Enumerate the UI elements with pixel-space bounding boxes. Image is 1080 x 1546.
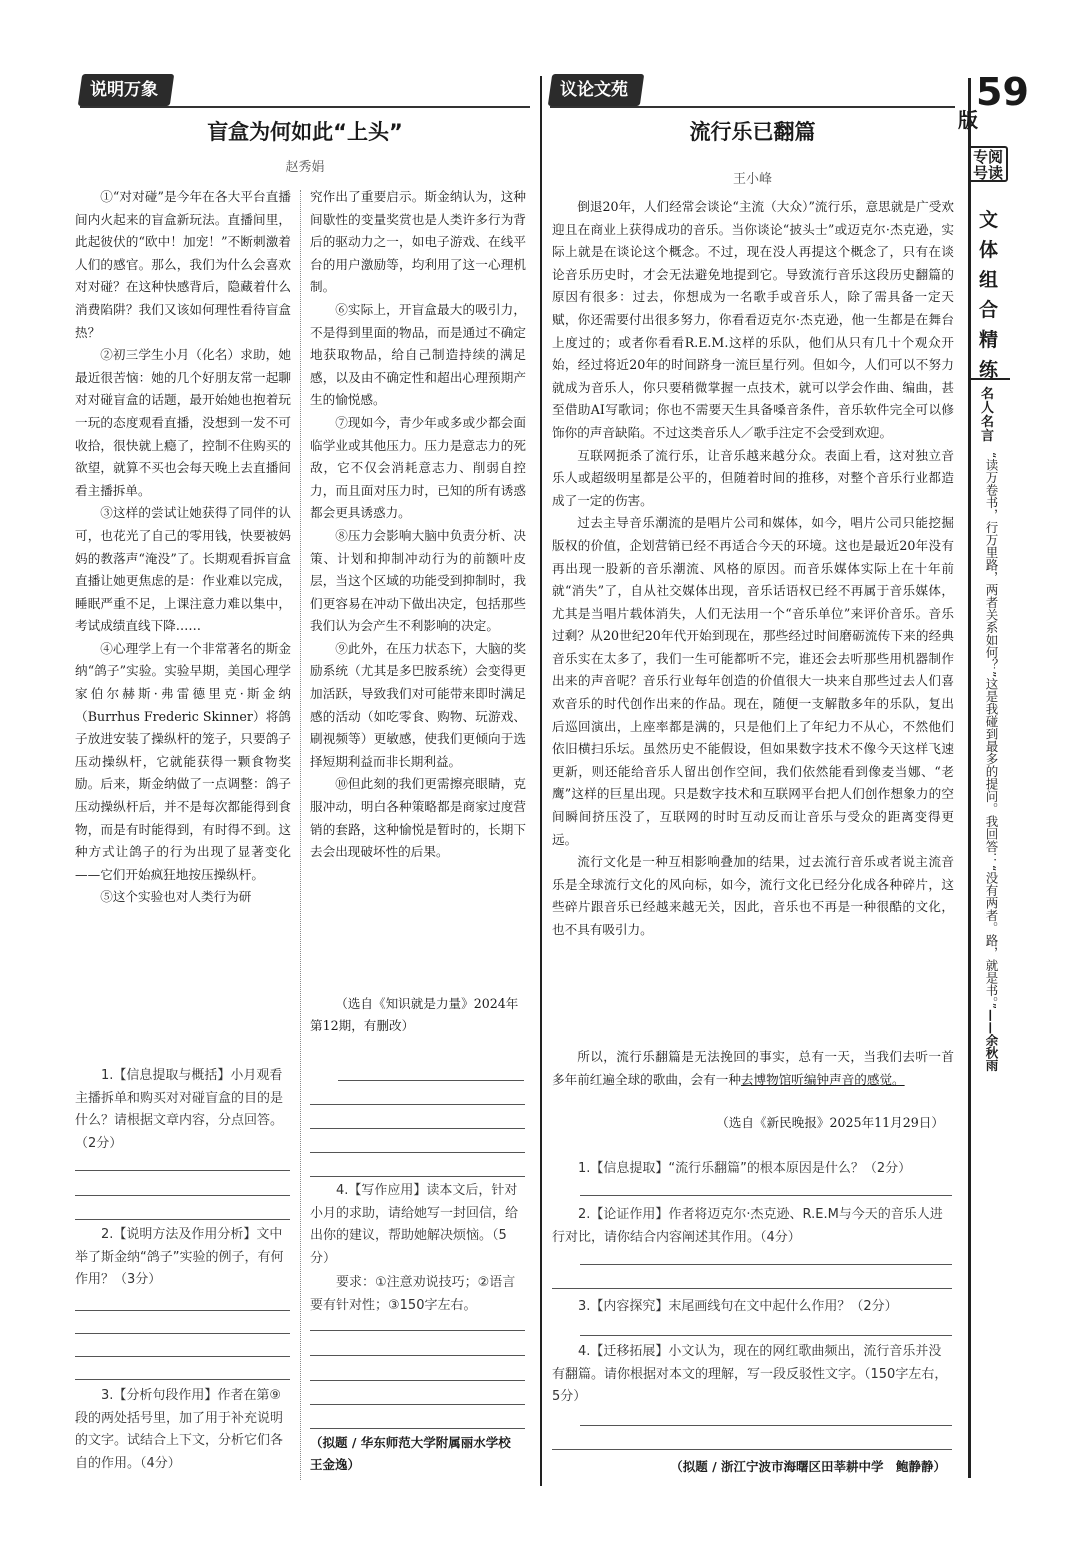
underlined-sentence: 去博物馆听编钟声音的感觉。 <box>740 1071 905 1087</box>
left-article-source: （选自《知识就是力量》2024年第12期，有删改） <box>310 996 519 1033</box>
left-article-title: 盲盒为何如此“上头” <box>207 120 403 144</box>
answer-line[interactable] <box>310 1128 525 1129</box>
right-article-body <box>552 196 954 942</box>
right-question-2: 2.【论证作用】作者将迈克尔·杰克逊、R.E.M与今天的音乐人进行对比，请你结合内容阐述其作用。（4分） <box>552 1207 943 1245</box>
answer-line[interactable] <box>310 1380 525 1381</box>
right-article-source: （选自《新民晚报》2025年11月29日） <box>716 1115 944 1130</box>
answer-line[interactable] <box>75 1333 290 1334</box>
right-article-title: 流行乐已翻篇 <box>689 120 816 144</box>
paragraph: ⑩但此刻的我们更需擦亮眼睛，克服冲动，明白各种策略都是商家过度营销的套路，这种愉悦是暂时的，长期下去会出现破坏性的后果。 <box>310 776 526 860</box>
answer-line[interactable] <box>75 1310 290 1311</box>
left-question-4-requirements: 要求：①注意劝说技巧；②语言要有针对性；③150字左右。 <box>310 1275 516 1313</box>
left-question-3: 3.【分析句段作用】作者在第⑨段的两处括号里，加了用于补充说明的文字。试结合上下文，分析它们各自的作用。（4分） <box>75 1388 284 1471</box>
right-article-author: 王小峰 <box>732 172 772 187</box>
quote-author: ——余秋雨 <box>984 1009 999 1072</box>
answer-line[interactable] <box>75 1379 290 1380</box>
answer-line[interactable] <box>552 1449 952 1450</box>
paragraph: 互联网扼杀了流行乐，让音乐越来越分众。表面上看，这对独立音乐人或超级明星都是公平的，但随着时间的推移，对整个音乐行业都造成了一定的伤害。 <box>552 447 954 508</box>
paragraph: ②初三学生小月（化名）求助，她最近很苦恼：她的几个好朋友常一起聊对对碰盲盒的话题，最开始她也抱着玩一玩的态度观看直播，没想到一发不可收拾，很快就上瘾了，控制不住购买的欲望，就算不买也会每天晚上去直播间看主播拆单。 <box>75 347 291 498</box>
right-question-3: 3.【内容探究】末尾画线句在文中起什么作用？（2分） <box>578 1299 898 1314</box>
answer-line[interactable] <box>310 1428 525 1429</box>
answer-line[interactable] <box>580 1195 952 1196</box>
answer-line[interactable] <box>338 1080 524 1081</box>
answer-line[interactable] <box>310 1355 525 1356</box>
paragraph: ⑥实际上，开盲盒最大的吸引力，不是得到里面的物品，而是通过不确定地获取物品，给自己制造持续的满足感，以及由不确定性和超出心理预期产生的愉悦感。 <box>310 301 526 408</box>
left-article-credit: （拟题 / 华东师范大学附属丽水学校 王金逸） <box>310 1435 524 1472</box>
left-question-1: 1.【信息提取与概括】小月观看主播拆单和购买对对碰盲盒的目的是什么？请根据文章内容，分点回答。（2分） <box>75 1068 284 1151</box>
paragraph: ⑧压力会影响大脑中负责分析、决策、计划和抑制冲动行为的前额叶皮层，当这个区域的功能受到抑制时，我们更容易在冲动下做出决定，包括那些我们认为会产生不利影响的决定。 <box>310 527 526 634</box>
left-question-4: 4.【写作应用】读本文后，针对小月的求助，请给她写一封回信，给出你的建议，帮助她解决烦恼。（5分） <box>310 1183 519 1266</box>
left-column-divider <box>300 190 301 1480</box>
paragraph: ③这样的尝试让她获得了同伴的认可，也花光了自己的零用钱，快要被妈妈的教落声“淹没”了。长期观看拆盲盒直播让她更焦虑的是：作业难以完成，睡眠严重不足，上课注意力难以集中，考试成绩直线下降…… <box>75 505 291 634</box>
left-article-column-2 <box>310 186 526 864</box>
answer-line[interactable] <box>580 1425 952 1426</box>
paragraph: ⑨此外，在压力状态下，大脑的奖励系统（尤其是多巴胺系统）会变得更加活跃，导致我们对可能带来即时满足感的活动（如吃零食、购物、玩游戏、刷视频等）更敏感，使我们更倾向于选择短期利益而非长期利益。 <box>310 640 526 769</box>
quote-text <box>983 452 999 1472</box>
section-tag-left: 说明万象 <box>78 74 174 106</box>
answer-line[interactable] <box>310 1404 525 1405</box>
right-question-1: 1.【信息提取】“流行乐翻篇”的根本原因是什么？（2分） <box>578 1161 912 1176</box>
paragraph: 究作出了重要启示。斯金纳认为，这种间歇性的变量奖赏也是人类许多行为背后的驱动力之一，如电子游戏、在线平台的用户激励等，均利用了这一心理机制。 <box>310 189 526 295</box>
right-article-last-paragraph <box>552 1046 954 1091</box>
last-para-text: 所以，流行乐翻篇是无法挽回的事实，总有一天，当我们去听一首多年前红遍全球的歌曲，会有一种 <box>552 1049 954 1087</box>
section-vertical-title: 文体组合精练 <box>979 209 999 381</box>
page-number: 59 <box>976 70 1029 114</box>
brand-line-2: 号读 <box>972 164 1003 182</box>
answer-line[interactable] <box>310 1330 525 1331</box>
sidebar-rule <box>970 378 1010 380</box>
quote-body: “读万卷书，行万里路，两者关系如何？”这是我碰到最多的提问。我回答：“没有两者。路，就是书。” <box>984 452 999 1010</box>
answer-line[interactable] <box>310 1104 525 1105</box>
brand-badge <box>968 146 1008 182</box>
section-tag-right: 议论文苑 <box>548 74 644 106</box>
right-article-credit: （拟题 / 浙江宁波市海曙区田莘耕中学 鲍静静） <box>670 1459 946 1474</box>
left-article-author: 赵秀娟 <box>285 160 325 175</box>
paragraph: 过去主导音乐潮流的是唱片公司和媒体，如今，唱片公司只能挖掘版权的价值，企划营销已经不再适合今天的环境。这也是最近20年没有再出现一股新的音乐潮流、风格的原因。而音乐媒体实际上在十年前就“消失”了，自从社交媒体出现，音乐话语权已经不再属于音乐媒体，尤其是当唱片载体消失，人们无法用一个“音乐单位”来评价音乐。音乐过剩？从20世纪20年代开始到现在，那些经过时间磨砺流传下来的经典音乐实在太多了，我们一生可能都听不完，谁还会去听那些用机器制作出来的声音呢？音乐行业每年创造的价值很大一块来自那些过去人们喜欢音乐的时代创作出来的作品。现在，随便一支解散多年的乐队，复出后巡回演出，上座率都是满的，只是他们上了年纪力不从心，不然他们依旧横扫乐坛。虽然历史不能假设，但如果数字技术不像今天这样飞速更新，则还能给音乐人留出创作空间，我们依然能看到像麦当娜、“老鹰”这样的巨星出现。只是数字技术和互联网平台把人们创作想象力的空间瞬间挤压没了，互联网的时时互动反而让音乐与受众的距离变得更远。 <box>552 515 954 847</box>
left-article-column-1 <box>75 186 291 909</box>
paragraph: ④心理学上有一个非常著名的斯金纳“鸽子”实验。实验早期，美国心理学家伯尔赫斯·弗雷德里克·斯金纳（Burrhus Frederic Skinner）将鸽子放进安装了操纵杆的笼子，只要鸽子压动操纵杆，它就能获得一颗食物奖励。后来，斯金纳做了一点调整：鸽子压动操纵杆后，并不是每次都能得到食物，而是有时能得到，有时得不到。这种方式让鸽子的行为出现了显著变化——它们开始疯狂地按压操纵杆。 <box>75 640 291 882</box>
paragraph: ①“对对碰”是今年在各大平台直播间内火起来的盲盒新玩法。直播间里，此起彼伏的“欧中！加宠！”不断刺激着人们的感官。那么，我们为什么会喜欢对对碰？在这种快感背后，隐藏着什么消费陷阱？我们又该如何理性看待盲盒热？ <box>75 189 291 340</box>
left-question-2: 2.【说明方法及作用分析】文中举了斯金纳“鸽子”实验的例子，有何作用？（3分） <box>75 1227 284 1287</box>
answer-line[interactable] <box>75 1195 290 1196</box>
paragraph: 流行文化是一种互相影响叠加的结果，过去流行音乐或者说主流音乐是全球流行文化的风向标，如今，流行文化已经分化成各种碎片，这些碎片跟音乐已经越来越无关，因此，音乐也不再是一种很酷的文化，也不具有吸引力。 <box>552 854 954 937</box>
sidebar-divider <box>968 78 971 1478</box>
answer-line[interactable] <box>552 1288 952 1289</box>
answer-line[interactable] <box>75 1356 290 1357</box>
answer-line[interactable] <box>75 1219 290 1220</box>
answer-line[interactable] <box>580 1264 952 1265</box>
quote-label: 名人名言 <box>981 387 995 444</box>
answer-line[interactable] <box>310 1152 525 1153</box>
brand-line-1: 专阅 <box>972 148 1003 166</box>
answer-line[interactable] <box>75 1170 290 1171</box>
paragraph: ⑦现如今，青少年或多或少都会面临学业或其他压力。压力是意志力的死敌，它不仅会消耗意志力、削弱自控力，而且面对压力时，已知的所有诱惑都会更具诱惑力。 <box>310 414 526 521</box>
right-question-4: 4.【迁移拓展】小文认为，现在的网红歌曲频出，流行音乐并没有翻篇。请你根据对本文的理解，写一段反驳性文字。（150字左右，5分） <box>552 1344 948 1404</box>
section-rule-right <box>550 106 955 108</box>
section-rule-left <box>80 106 530 108</box>
page-center-divider <box>540 76 542 1486</box>
answer-line[interactable] <box>310 1176 525 1177</box>
answer-line[interactable] <box>580 1335 952 1336</box>
paragraph: ⑤这个实验也对人类行为研 <box>100 889 252 905</box>
page-ban: 版 <box>958 108 978 132</box>
paragraph: 倒退20年，人们经常会谈论“主流（大众）”流行乐，意思就是广受欢迎且在商业上获得成功的音乐。当你谈论“披头士”或迈克尔·杰克逊，实际上就是在谈论这个概念。不过，现在没人再提这个概念了，只有在谈论音乐历史时，才会无法避免地提到它。导致流行音乐这段历史翻篇的原因有很多：过去，你想成为一名歌手或音乐人，除了需具备一定天赋，你还需要付出很多努力，你看看迈克尔·杰克逊，他一生都是在舞台上度过的；或者你看看R.E.M.这样的乐队，他们从只有几十个观众开始，经过将近20年的时间跻身一流巨星行列。但如今，人们可以不努力就成为音乐人，你只要稍微掌握一点技术，就可以学会作曲、编曲，甚至借助AI写歌词；你也不需要天生具备嗓音条件，音乐软件完全可以修饰你的声音缺陷。不过这类音乐人／歌手注定不会受到欢迎。 <box>552 199 954 440</box>
